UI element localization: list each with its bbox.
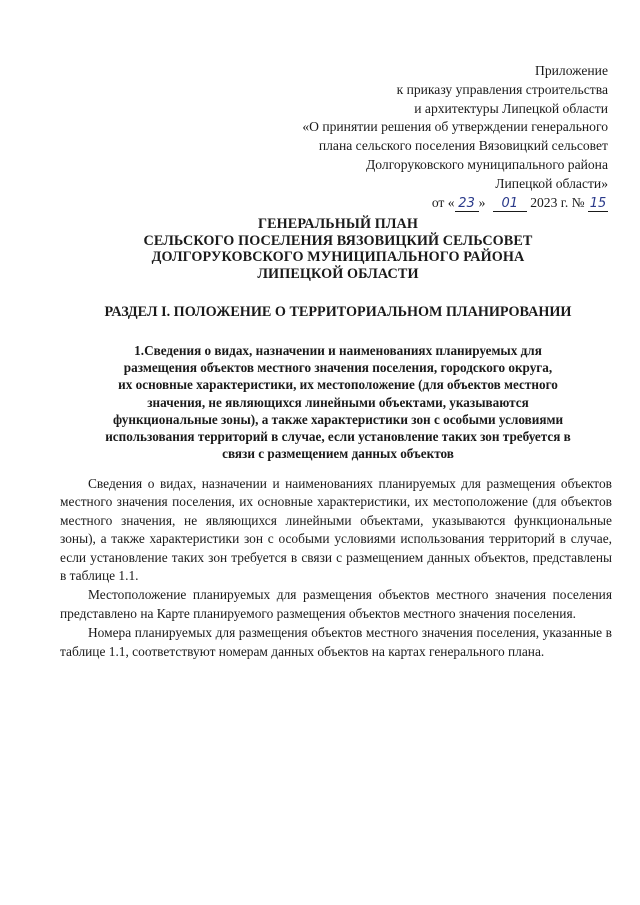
- order-number: 15: [589, 195, 607, 211]
- appendix-header: [188, 62, 608, 212]
- subsection-line: 1.Сведения о видах, назначении и наименованиях планируемых для: [134, 343, 542, 358]
- subsection-line: размещения объектов местного значения поселения, городского округа,: [123, 360, 553, 376]
- title-line: СЕЛЬСКОГО ПОСЕЛЕНИЯ ВЯЗОВИЦКИЙ СЕЛЬСОВЕТ: [143, 232, 533, 249]
- order-month: 01: [493, 197, 527, 212]
- appendix-line: плана сельского поселения Вязовицкий сельсовет: [318, 138, 608, 154]
- title-line: ДОЛГОРУКОВСКОГО МУНИЦИПАЛЬНОГО РАЙОНА: [151, 249, 525, 266]
- date-prefix: от «: [431, 194, 455, 210]
- body-paragraph: Номера планируемых для размещения объектов местного значения поселения, указанные в таблице 1.1, соответствуют номерам данных объектов на картах генерального плана.: [60, 625, 612, 659]
- appendix-line: «О принятии решения об утверждении генерального: [302, 119, 608, 135]
- subsection-heading: [50, 342, 626, 462]
- appendix-line: Липецкой области»: [495, 175, 608, 191]
- body-paragraph: Местоположение планируемых для размещения объектов местного значения поселения представлено на Карте планируемого размещения объектов местного значения поселения.: [60, 587, 612, 621]
- body-paragraph: Сведения о видах, назначении и наименованиях планируемых для размещения объектов местного значения поселения, их основные характеристики, их местоположение (для объектов местного значения, не являющихся линейными объектами, указываются функциональные зоны), а также характеристики зон с особыми условиями использования территорий в случае, если установление таких зон требуется в связи с размещением данных объектов, представлены в таблице 1.1.: [60, 476, 612, 584]
- date-day-close: »: [478, 194, 486, 210]
- order-date-line: [188, 194, 608, 213]
- document-title: [60, 216, 616, 282]
- order-year: 2023 г. №: [530, 194, 585, 210]
- subsection-line: использования территорий в случае, если установление таких зон требуется в: [105, 429, 571, 445]
- section-title: РАЗДЕЛ I. ПОЛОЖЕНИЕ О ТЕРРИТОРИАЛЬНОМ ПЛАНИРОВАНИИ: [104, 304, 572, 320]
- appendix-line: Приложение: [535, 63, 608, 78]
- subsection-line: функциональные зоны), а также характеристики зон с особыми условиями: [112, 411, 564, 427]
- appendix-line: и архитектуры Липецкой области: [414, 100, 608, 116]
- body-text: [60, 475, 612, 662]
- subsection-line: связи с размещением данных объектов: [222, 446, 454, 462]
- appendix-line: Долгоруковского муниципального района: [366, 156, 608, 172]
- title-line: ЛИПЕЦКОЙ ОБЛАСТИ: [257, 265, 419, 282]
- subsection-line: их основные характеристики, их местоположение (для объектов местного: [118, 377, 558, 393]
- appendix-line: к приказу управления строительства: [396, 81, 608, 97]
- order-day: 23: [455, 197, 479, 212]
- title-line: ГЕНЕРАЛЬНЫЙ ПЛАН: [257, 216, 419, 232]
- subsection-line: значения, не являющихся линейными объектами, указываются: [147, 394, 529, 410]
